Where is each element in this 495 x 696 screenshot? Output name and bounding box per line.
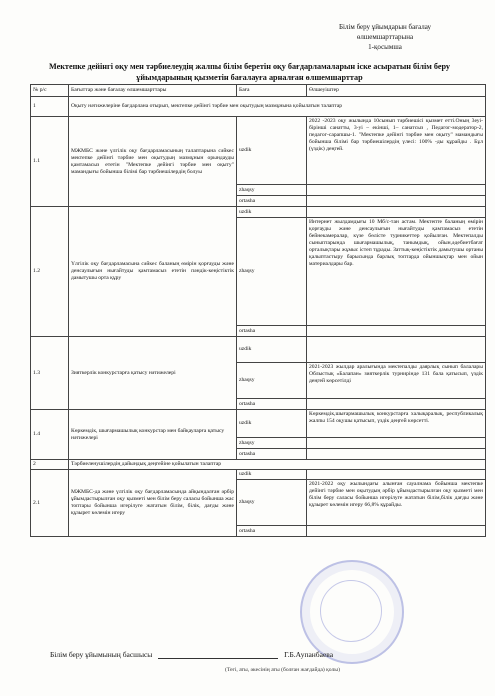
evidence-empty: [307, 399, 486, 410]
row-num: 1.4: [31, 410, 69, 460]
evidence-empty: [307, 438, 486, 449]
grade-uzdik: uzdik: [237, 410, 307, 438]
grade-zhaqsy: zhaqsy: [237, 218, 307, 326]
signature-label: Білім беру ұйымының басшысы: [50, 650, 153, 659]
grade-zhaqsy: zhaqsy: [237, 438, 307, 449]
appendix-line-2: өлшемшарттарына: [356, 33, 414, 41]
row-indicator: Көркемдік, шығармашылық конкурстар мен байқауларға қатысу нәтижелері: [69, 410, 237, 460]
grade-ortasha: ortasha: [237, 196, 307, 207]
grade-zhaqsy: zhaqsy: [237, 363, 307, 399]
grade-uzdik: uzdik: [237, 470, 307, 480]
evidence-empty: [307, 526, 486, 537]
col-grade-header: Баға: [237, 85, 307, 97]
table-row: [31, 117, 486, 185]
evidence-empty: [307, 207, 486, 218]
row-indicator: МЖМБС-да және үлгілік оқу бағдарламасында айқындалған әрбір ұйымдастырылған оқу қызметі мен білім беру саласы бойынша жас топтары бойынша игерілуге жататын білім, білік, дағды және құзырет көлемін игеру: [69, 470, 237, 537]
row-indicator: МЖМБС және үлгілік оқу бағдарламасының талаптарына сәйкес мектепке дейінгі тәрбие мен оқытудың мазмұнын орындауды қамтамасыз ететін "Мектепке дейінгі тәрбие мен оқыту" мамандығы бойынша білімі бар тәрбиешілердің болуы: [69, 117, 237, 207]
document-title: Мектепке дейінгі оқу мен тәрбиелеудің жалпы білім беретін оқу бағдарламаларын іске асыратын білім беру ұйымдарының қызметін бағалауға арналған өлшемшарттар: [48, 62, 451, 82]
row-evidence: Интернет жылдамдығы 10 Мб/с-тан астам. Мектепте баланың өмірін қорғауды және денсаулығын нығайтуды қамтамасыз ететін бейнекамералар, күзе бөлісте турникеттер қойылған. Мектепалды сыныптарында шығармашылық, танымдық, ойын,әдебиетбағат орталықтары жұмыс істеп тұрады. Заттық-кеңістіктік дамытушы ортаны қалыптастыру барысында барлық топтарда ойыншықтар мен ойын материалдары бар.: [307, 218, 486, 326]
col-indicator-header: Бағыттар және бағалау өлшемшарттары: [69, 85, 237, 97]
row-indicator: Зияткерлік конкурстарға қатысу нәтижелері: [69, 337, 237, 410]
grade-uzdik: uzdik: [237, 337, 307, 363]
row-num: 2.1: [31, 470, 69, 537]
table-row: [31, 470, 486, 480]
signature-block: [50, 650, 470, 659]
signer-name: Г.Б.Аупанбаева: [284, 650, 334, 659]
section-title: Оқыту нәтижелеріне бағдарлана отырып, мектепке дейінгі тәрбие мен оқытудың мазмұнына қойылатын талаптар: [69, 97, 486, 117]
evidence-empty: [307, 196, 486, 207]
grade-ortasha: ortasha: [237, 399, 307, 410]
appendix-line-1: Білім беру ұйымдарын бағалау: [338, 23, 431, 31]
evidence-empty: [307, 185, 486, 196]
row-num: 1.1: [31, 117, 69, 207]
appendix-header: [300, 22, 470, 52]
evidence-empty: [307, 470, 486, 480]
section-title: Тәрбиеленушілердің дайындық деңгейіне қойылатын талаптар: [69, 460, 486, 470]
row-num: 1.3: [31, 337, 69, 410]
criteria-table: [30, 84, 486, 537]
grade-ortasha: ortasha: [237, 526, 307, 537]
table-row: [31, 410, 486, 438]
section-num: 2: [31, 460, 69, 470]
signature-caption: (Тегі, аты, әкесінің аты (болған жағдайда) қолы): [225, 667, 340, 673]
section-row: [31, 460, 486, 470]
grade-uzdik: uzdik: [237, 207, 307, 218]
evidence-empty: [307, 449, 486, 460]
table-row: [31, 207, 486, 218]
col-num-header: № р/с: [31, 85, 69, 97]
row-evidence: 2021-2023 жылдар аралығында мектепалды даярлық сынып балалары Облыстық «Балапан» зияткерлік турнирінде 131 бала қатысып, үздік деңгей көрсетілді: [307, 363, 486, 399]
evidence-empty: [307, 326, 486, 337]
evidence-empty: [307, 337, 486, 363]
grade-ortasha: ortasha: [237, 326, 307, 337]
appendix-line-3: 1-қосымша: [368, 43, 402, 51]
official-stamp: [300, 560, 404, 664]
row-indicator: Үлгілік оқу бағдарламасына сәйкес баланың өмірін қорғауды және денсаулығын нығайтуды қамтамасыз ететін пәндік-кеңістіктік дамытушы орта құру: [69, 207, 237, 337]
col-evidence-header: Өлшеуіштер: [307, 85, 486, 97]
row-evidence: 2021-2022 оқу жылындағы алынған сауалнама бойынша мектепке дейінгі тәрбие мен оқытудың әрбір ұйымдастырылған оқу қызметі мен білім беру саласы бойынша игерілуге жататын білім,білік дағды және құзырет көлемін игеру 66,8% құрайды.: [307, 480, 486, 526]
grade-ortasha: ortasha: [237, 449, 307, 460]
row-evidence: 2022 -2023 оқу жылында 10сынып тәрбиешісі қызмет етті.Оның 3еуі-бірінші санатты, 3-уі – екінші, 1– санатсыз , Педагог-модератор-2, педагог-сарапшы-1. "Мектепке дейінгі тәрбие мен оқыту" мамандығы бойынша білімі бар тәрбиешілердің үлесі: 100% -ды құрайды . Бұл (үздік) деңгей.: [307, 117, 486, 185]
table-header-row: [31, 85, 486, 97]
grade-uzdik: uzdik: [237, 117, 307, 185]
row-num: 1.2: [31, 207, 69, 337]
grade-zhaqsy: zhaqsy: [237, 480, 307, 526]
section-num: 1: [31, 97, 69, 117]
section-row: [31, 97, 486, 117]
row-evidence: Көркемдік,шығармашылық конкурстарға халықаралық, республикалық жалпы 154 оқушы қатысып, үздік деңгей көрсетті.: [307, 410, 486, 438]
signature-line: [158, 650, 278, 659]
table-row: [31, 337, 486, 363]
grade-zhaqsy: zhaqsy: [237, 185, 307, 196]
